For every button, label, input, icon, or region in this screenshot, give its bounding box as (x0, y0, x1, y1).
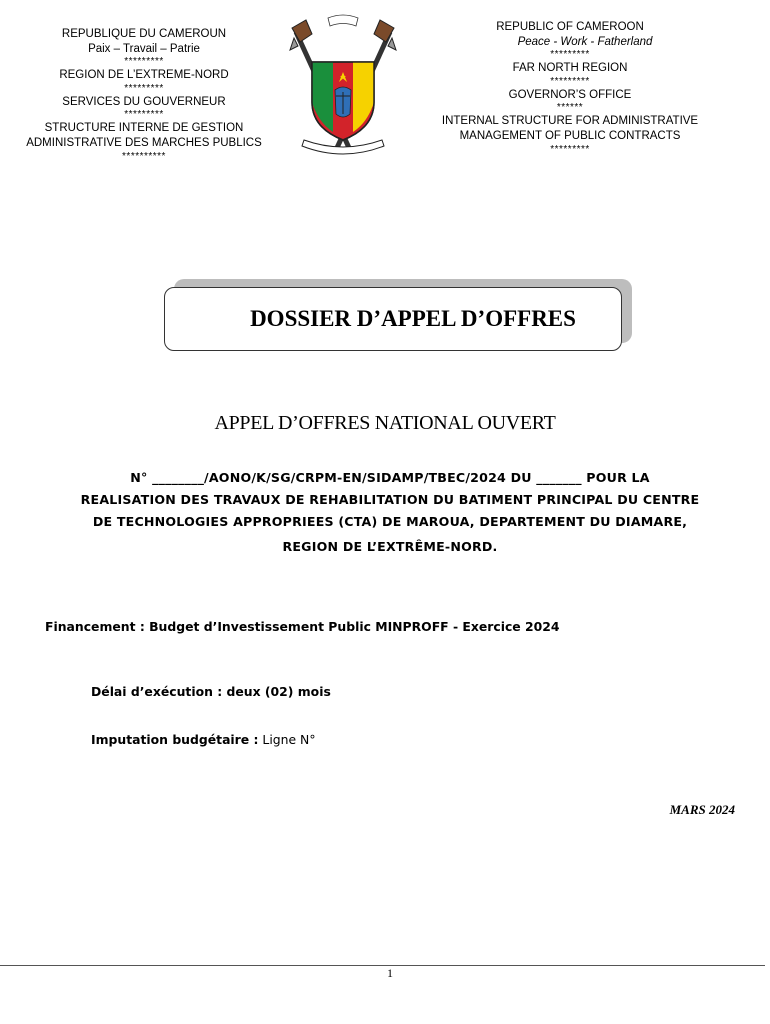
country-name-fr: REPUBLIQUE DU CAMEROUN (61, 28, 227, 40)
page-number: 1 (387, 966, 393, 980)
execution-deadline: Délai d’exécution : deux (02) mois (91, 684, 331, 699)
reference-line: REALISATION DES TRAVAUX DE REHABILITATION DU BATIMENT PRINCIPAL DU CENTRE (80, 492, 700, 507)
separator: ********* (550, 49, 590, 61)
budget-imputation (91, 732, 316, 747)
coat-of-arms-icon (288, 10, 398, 160)
header-left-french (18, 27, 270, 163)
separator: ********* (550, 143, 590, 155)
separator: ********* (124, 56, 164, 68)
separator: ********** (122, 150, 166, 162)
country-name-en: REPUBLIC OF CAMEROON (496, 21, 644, 33)
shield-icon (312, 62, 374, 140)
tender-type: APPEL D’OFFRES NATIONAL OUVERT (214, 412, 556, 434)
structure-name-en-line1: INTERNAL STRUCTURE FOR ADMINISTRATIVE (441, 115, 699, 128)
structure-name-fr-line2: ADMINISTRATIVE DES MARCHES PUBLICS (26, 136, 262, 149)
banner-top-icon (328, 15, 358, 26)
region-name-en: FAR NORTH REGION (512, 62, 628, 75)
structure-name-fr-line1: STRUCTURE INTERNE DE GESTION (44, 122, 244, 135)
separator: ****** (556, 102, 584, 114)
national-motto-fr: Paix – Travail – Patrie (88, 42, 200, 55)
imputation-value: Ligne N° (262, 732, 316, 747)
services-name-fr: SERVICES DU GOUVERNEUR (62, 95, 226, 108)
financing-info: Financement : Budget d’Investissement Public MINPROFF - Exercice 2024 (45, 619, 560, 634)
reference-line: REGION DE L’EXTRÊME-NORD. (282, 539, 498, 554)
national-motto-en: Peace - Work - Fatherland (517, 35, 653, 48)
structure-name-en-line2: MANAGEMENT OF PUBLIC CONTRACTS (459, 129, 681, 142)
document-title: DOSSIER D’APPEL D’OFFRES (164, 287, 622, 351)
document-date: MARS 2024 (669, 802, 735, 817)
banner-bottom-icon (302, 140, 384, 154)
reference-line: N° ________/AONO/K/SG/CRPM-EN/SIDAMP/TBEC/2024 DU _______ POUR LA (130, 470, 650, 485)
tender-reference (40, 467, 740, 558)
separator: ********* (124, 109, 164, 121)
header-right-english (425, 20, 715, 156)
region-name-fr: REGION DE L’EXTREME-NORD (59, 69, 229, 82)
separator: ********* (550, 75, 590, 87)
office-name-en: GOVERNOR’S OFFICE (508, 88, 632, 101)
imputation-label: Imputation budgétaire : (91, 732, 259, 747)
reference-line: DE TECHNOLOGIES APPROPRIEES (CTA) DE MAROUA, DEPARTEMENT DU DIAMARE, (92, 514, 688, 529)
separator: ********* (124, 82, 164, 94)
